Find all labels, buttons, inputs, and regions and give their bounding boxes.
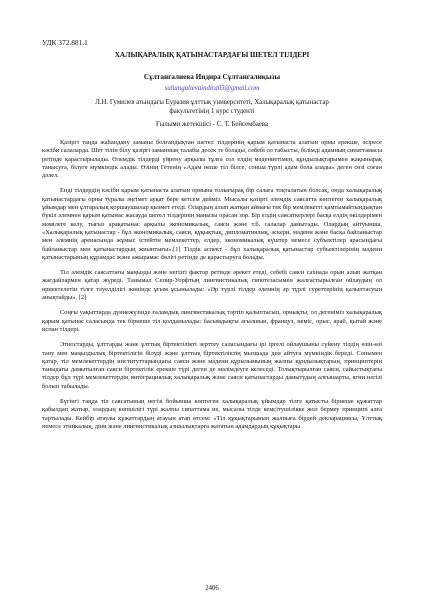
affiliation-line: факультетінің 1 курс студенті [169, 108, 255, 115]
author-email[interactable]: sultangalievaindira03@gmail.com [164, 85, 260, 92]
paper-title: ХАЛЫҚАРАЛЫҚ ҚАТЫНАСТАРДАҒЫ ШЕТЕЛ ТІЛДЕРІ [114, 51, 310, 59]
page-number: 2406 [205, 585, 219, 592]
body-paragraph: Соңғы уақыттарда дүниежүзінде ғаламдық лингвистикалық тәртіп қалыптасып, орнықты, ол дегеніміз халықаралық қарым қатынас саласында тек бірнеше тіл қолданылады: басымдықты ағылшын, француз, неміс, орыс, араб, қытай және испан тілдері. [42, 309, 382, 333]
advisor-line: Ғылыми жетекшісі - С. Т. Бейсембаева [155, 121, 269, 128]
body-paragraph: Қазіргі таңда жаһандану заманы болғандықтан шетел тілдерінің қарым қатынаста алатын орны ерекше, әсіресе кәсіби салаларда. Шет тілін білу қазіргі заманның талабы десек те болады, себебі ол табысты, білімді адамның сипаттамасы ретінде қарастырылады. Өлемдік тілдерді үйрену арқылы тұлға сол елдің мәдениетімен, құндылықтарымен жақынырақ танысуға, білуге мүмкіндік алады. Өзінің Гетенің «Адам неше тіл білсе, сонша түрлі адам бола алады» деген сөзі соған дәлел. [42, 139, 382, 180]
body-paragraph: Тіл әлемдік саясаттағы маңызды және негізгі фактор ретінде әрекет етеді, себебі саяси сахнада орын алып жатқан жағдайлармен қатар жүреді. Танымал Сепир-Уорфтың лингвистикалық гипотезасымен жалғастырылған ойлаудың ол өрнектелетін тілге тәуелділігі жөнінде ұғым ұсынылады: «Әр түрлі тілдер әлемнің әр түрлі суреттерінің қалыптасуын анықтайды». [2] [42, 269, 382, 302]
body-paragraph: Этностарды, ұлттарды және ұлттық біртектілікті зерттеу саласындағы ірі іргелі ойлаушыны сүйену тілдің өзін-өзі тану мен маңыздылық біртектілігін білуді және ұлттық біртектіліктің мызшада ден айтуға мүмкіндік береді. Сонымен қатар, тіл мемлекеттердің институттарындағы саяси және мәдени құрылымының жалпы құндылықтарын, принциптерін таныдағы дамытылған саяси біртектілік ерекше түрі деген де мәлімдеуге келеседі. Толықтырылған саяси, сайыстықтағы тілдер бұл түрі мемлекеттердің интеграциялық халықаралық және саяси қатынастарды дамытудың алғышарты, ягни негізі болып табылады. [42, 341, 382, 390]
udk-code: УДК 372.881.1 [42, 38, 88, 47]
affiliation-line: Л.Н. Гумилев атындағы Еуразия ұлттық университеті, Халықаралық қатынастар [95, 99, 329, 106]
body-paragraph: Енді тілдердің кәсіби қарым қатынаста алатын орнына толығырақ бір салаға тоқталатын болсақ, онда халықаралық қатынастардағы орны туралы әңгімет ауқат бере кетсем дейміз. Мысалы қазіргі әлемдік саясатта көптеген халықаралық ұйымдар мен ұлтаралық қоршаушылар қызмет етеді. Олардың алып жатқан аймағы тек бір мемлекетті қамтымайтындықтан бүкіл әлемнен қарым қатынас жасауда шетел тілдерінің маңызы орасан зор. Бір елдің саясаткерлері басқа елдің өкілдерімен мәмілеге келу, тығыз арақатынас арқылы экономикалық, саяси және т.б. салалар дамытады. Олардың айтуынша, «Халықаралық қатынастар - бұл экономикалық, саяси, құқықтық, дипломатиялық, әскери, мәдени және басқа байланыстар мен әлемнің аренасында жұмыс істейтін мемлекеттер, елдер, экономикалық күштер немесе субъектілер арасындағы байланыстар мен қатынастардың жиынтығы».[1] Тілдік аспект - бұл халықаралық қатынастар субъектілерінің мәдени қатынастарының құрамдас және ажырамас бөлігі ретінде де қарастыруға болады. [42, 187, 382, 261]
paper-body [42, 139, 382, 431]
body-paragraph: Бүгінгі таңда тіл саясатының негізі бойынша көптеген халықаралық ұйымдар тілге қатысты бірнеше құжаттар қабылдап жатыр, олардың көпшілігі түрі жалпы сипаттама ие, мысалы тілде кемсітушілікке жол бермеу принципі алға тартылады. Кейбір атаулы құжаттардың атауын атап өтсем: «Тіл құқықтарының жалпыға бірдей декларациясы, Ұлттық немесе этникалық, діни және лингвистикалық азшылықтарға жататын адамдардың құқықтары [42, 398, 382, 430]
author-name: Сұлтангалиева Индира Сұлтангалиқызы [143, 73, 281, 81]
